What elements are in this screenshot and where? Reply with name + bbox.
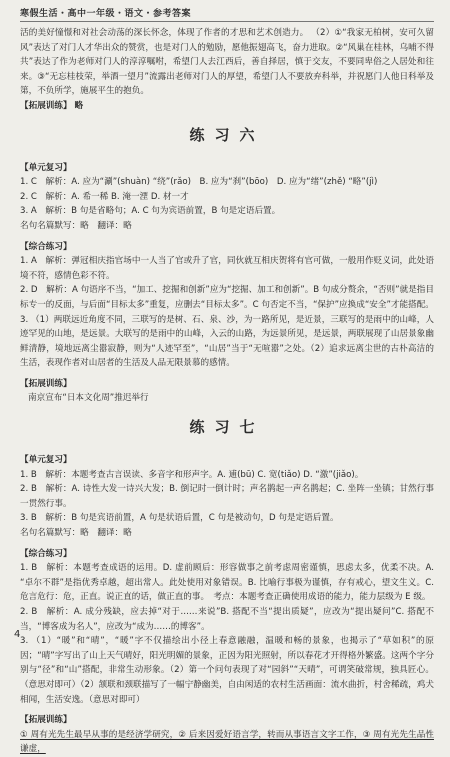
- comprehensive-item: 2. B 解析：A. 成分残缺，应去掉“对于……来说”B. 搭配不当“提出质疑”，应改为“提出疑问”C. 搭配不当，“博客成为名人”，应改为“成为……的博客”。: [20, 607, 434, 632]
- running-header: 寒假生活・高中一年级・语文・参考答案: [20, 6, 434, 22]
- comprehensive-item: 3. （1）两联远近角度不同，三联写的是树、石、泉、沙，为一路所见，是近景，三联写的是雨中的山峰，人迹罕见的山地，是远景。大联写的是雨中的山峰，入云的山路，为远景所见，是远景，两联展现了山居景象幽鲜清静，境地远离尘嚣寂静，则为“人迹罕至”，“山居”当于“无喧嚣”之处。（2）追求远离尘世的古朴高洁的生活，表现作者对山居者的生活及人品无限景慕的感情。: [20, 314, 434, 369]
- unit-review-item: 1. B 解析：本题考查古言误读、多音字和形声字。A. 逋(bū) C. 宽(tiǎo) D. “激”(jiǎo)。: [20, 469, 364, 480]
- unit-review-item: 2. C 解析：A. 希一稀 B. 淹一湮 D. 材一才: [20, 191, 189, 202]
- unit-review-item: 2. B 解析：A. 诗性大发一诗兴大发；B. 倒记时一倒计时；声名鹊起一声名鹊起；C. 坐阵一坐镇；甘然行事一贯然行事。: [20, 484, 434, 509]
- extension-text-seven: ① 周有光先生最早从事的是经济学研究，② 后来因爱好语言学，转而从事语言文字工作，③ 周有光先生品性谦虚，: [20, 729, 434, 755]
- comprehensive-item: 1. B 解析：本题考查成语的运用。D. 虚前顾后：形容做事之前考虑周密谨慎，思虑太多，优柔不决。A. “卓尔不群”是指优秀卓越，超出常人。此处使用对象错误。B. 比喻行事极为谨慎，存有戒心，望文生义。C. 危言危行：危，正直。说正直的话，做正直的事。 考点：本题考查正确使用成语的能力，能力层级为 E 级。: [20, 563, 434, 603]
- section-title-six: 练习六: [189, 125, 265, 144]
- comprehensive-item: 1. A 解析：弹冠相庆指官场中一人当了官或升了官，同伙就互相庆贺将有官可做，一般用作贬义词，此处语境不符，感情色彩不符。: [20, 256, 434, 281]
- page-number: 4: [14, 629, 21, 640]
- section-title-seven: 练习七: [189, 418, 265, 437]
- extension-text-six: 南京宣布“日本文化周”推迟举行: [28, 393, 149, 404]
- unit-review-item: 1. C 解析：A. 应为“涮”(shuàn) “绕”(rǎo) B. 应为“刹”(bōo) D. 应为“绪”(zhě) “略”(jì): [20, 177, 378, 188]
- comprehensive-tag-seven: 【综合练习】: [20, 548, 72, 559]
- unit-review-item: 名句名篇默写：略 翻译：略: [20, 528, 132, 539]
- unit-review-tag-seven: 【单元复习】: [20, 455, 72, 466]
- intro-paragraph: 活的美好憧憬和对社会动荡的深长怀念，体现了作者的才思和艺术创造力。 （2）①“我家无柏树，安可久留风”表达了对门人才华出众的赞赏，也是对门人的勉励，愿他振翅高飞，奋力进取。②“风巢在桂林，乌哺不得共”表达了作为老师对门人的淳淳嘱咐，希望门人去江西后，善自择居，慎于交友，不要同卑俗之人居处和往来。③“无忘桂枝荣，举酒一望月”流露出老师对门人的厚望，希望门人不要放弃科举，并祝愿门人他日科举及第，不负所学，施展平生的抱负。: [20, 28, 434, 97]
- extension-note-1: 【拓展训练】 略: [20, 100, 84, 111]
- unit-review-item: 3. A 解析：B 句是省略句；A. C 句为宾语前置，B 句是定语后置。: [20, 206, 281, 217]
- comprehensive-item: 3. （1）“暖”和“晴”，“暖”字不仅描绘出小径上春意融融，温暖和畅的景象，也揭示了“草如积”的原因；“晴”字写出了山上天气晴好，阳光明媚的景象，正因为阳光照射，所以春花才开得格外繁盛。这两个字分别与“径”和“山”搭配，非常生动形象。（2）第一个问句表现了对“园斜”“天晴”，可谓笑破常规，独具匠心。（意思对即可）（2）颔联和颈联描写了一幅宁静幽美，自由闲适的农村生活画面：流水曲折，村舍稀疏，鸡犬相闻，生活安逸。（意思对即可）: [20, 636, 434, 705]
- comprehensive-tag-six: 【综合练习】: [20, 241, 72, 252]
- comprehensive-item: 2. D 解析：A 句语序不当，“加工、挖掘和创新”应为“挖掘、加工和创新”。B 句成分赘余，“否则”就是指目标专一的反面，与后面“目标太多”重复，应删去“目标太多”。C 句否定不当，“保护”应换成“安全”才能搭配。: [20, 285, 434, 310]
- extension-tag-six: 【拓展训练】: [20, 378, 72, 389]
- unit-review-item: 3. B 解析：B 句是宾语前置，A 句是状语后置，C 句是被动句，D 句是定语后置。: [20, 513, 339, 524]
- unit-review-tag-six: 【单元复习】: [20, 162, 72, 173]
- extension-tag-seven: 【拓展训练】: [20, 715, 72, 726]
- unit-review-item: 名句名篇默写：略 翻译：略: [20, 220, 132, 231]
